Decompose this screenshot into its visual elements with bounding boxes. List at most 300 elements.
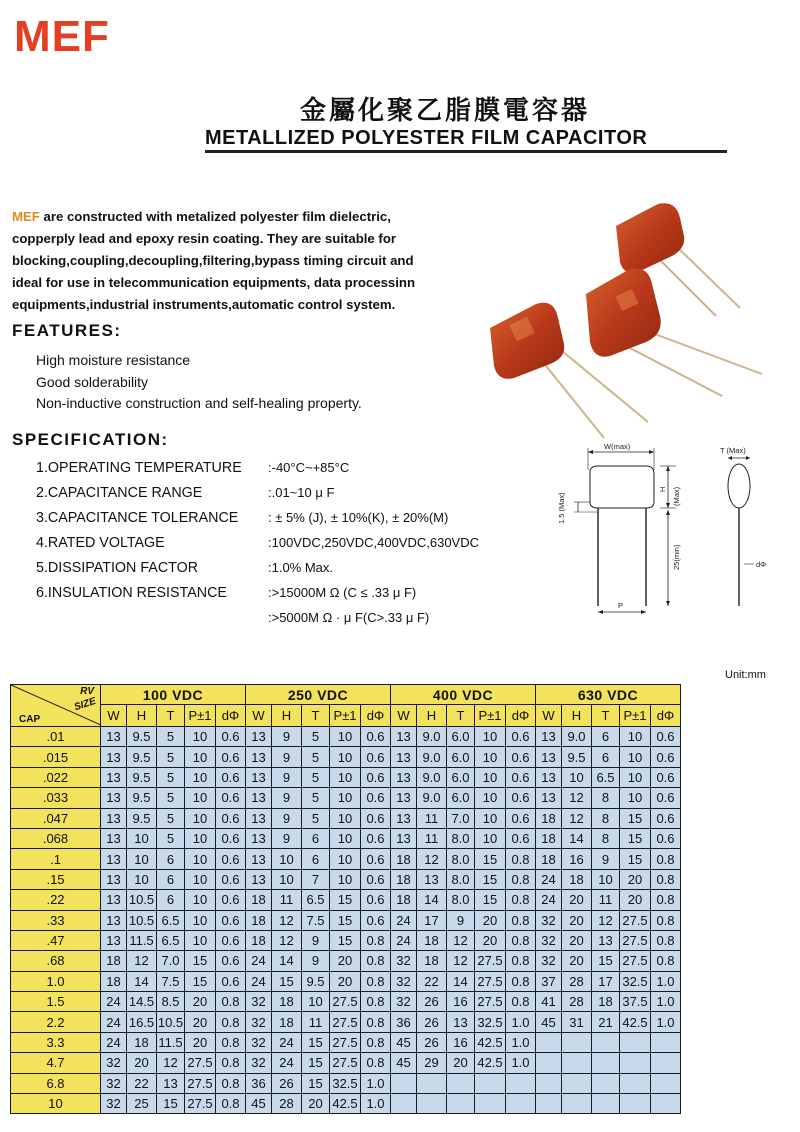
dimension-cell: 13 — [101, 930, 127, 950]
dimension-cell: 15 — [330, 890, 361, 910]
capacitance-cell: 1.0 — [11, 971, 101, 991]
dimension-cell: 0.6 — [216, 828, 246, 848]
dimension-cell: 0.8 — [506, 930, 536, 950]
capacitance-cell: 2.2 — [11, 1012, 101, 1032]
dimension-cell: 20 — [185, 1012, 216, 1032]
feature-item: Non-inductive construction and self-healing property. — [36, 395, 362, 411]
dimension-cell: 15 — [330, 930, 361, 950]
dimension-cell: 27.5 — [475, 992, 506, 1012]
dimension-cell: 0.8 — [216, 1032, 246, 1052]
spec-label: 3.CAPACITANCE TOLERANCE — [36, 510, 239, 526]
voltage-header: 250 VDC — [246, 685, 391, 705]
dimension-cell: 0.8 — [216, 1073, 246, 1093]
dimension-cell: 17 — [592, 971, 620, 991]
dimension-cell: 5 — [302, 727, 330, 747]
capacitance-cell: .22 — [11, 890, 101, 910]
feature-item: High moisture resistance — [36, 352, 191, 368]
dimension-cell: 20 — [330, 971, 361, 991]
dimension-cell: 13 — [246, 808, 272, 828]
dimension-cell: 12 — [447, 951, 475, 971]
dimension-cell: 12 — [562, 788, 592, 808]
column-header: dΦ — [216, 705, 246, 727]
dimension-cell: 18 — [391, 890, 417, 910]
dimension-cell: 0.8 — [506, 849, 536, 869]
dimension-cell: 11 — [417, 808, 447, 828]
capacitance-cell: .022 — [11, 767, 101, 787]
dimension-cell: 24 — [536, 869, 562, 889]
dimension-cell: 13 — [101, 828, 127, 848]
capacitor-dimension-table — [10, 684, 681, 1114]
dimension-cell: 10.5 — [127, 890, 157, 910]
dimension-cell: 9.5 — [127, 788, 157, 808]
dimension-cell — [391, 1073, 417, 1093]
dimension-cell: 10 — [562, 767, 592, 787]
dimension-cell: 0.8 — [216, 1053, 246, 1073]
dimension-cell: 14 — [447, 971, 475, 991]
dimension-cell: 15 — [302, 1053, 330, 1073]
dimension-cell: 10 — [475, 808, 506, 828]
table-row — [11, 747, 681, 767]
dimension-cell: 9.0 — [417, 767, 447, 787]
dimension-cell: 9 — [302, 930, 330, 950]
dimension-cell: 20 — [562, 910, 592, 930]
dimension-cell: 45 — [536, 1012, 562, 1032]
dimension-cell: 7.5 — [157, 971, 185, 991]
dimension-cell: 0.8 — [216, 1094, 246, 1114]
dimension-cell: 32 — [536, 951, 562, 971]
dimension-cell — [506, 1094, 536, 1114]
column-header: dΦ — [651, 705, 681, 727]
dimension-cell: 5 — [157, 727, 185, 747]
dimension-cell: 13 — [246, 788, 272, 808]
table-row — [11, 1012, 681, 1032]
dimension-cell: 32 — [101, 1053, 127, 1073]
dimension-cell: 5 — [157, 747, 185, 767]
dimension-cell: 8.5 — [157, 992, 185, 1012]
dimension-cell — [620, 1094, 651, 1114]
dimension-cell: 0.8 — [506, 951, 536, 971]
dimension-cell: 10 — [620, 747, 651, 767]
dimension-cell: 0.8 — [651, 951, 681, 971]
dimension-cell: 10 — [127, 828, 157, 848]
dimension-cell: 27.5 — [330, 1012, 361, 1032]
dimension-cell: 9.5 — [127, 727, 157, 747]
dimension-cell: 0.6 — [361, 727, 391, 747]
dimension-cell: 20 — [330, 951, 361, 971]
capacitance-cell: 1.5 — [11, 992, 101, 1012]
dimension-cell: 31 — [562, 1012, 592, 1032]
dimension-cell: 27.5 — [475, 951, 506, 971]
dimension-cell: 6 — [302, 828, 330, 848]
dimension-cell — [651, 1073, 681, 1093]
dimension-cell: 7.0 — [447, 808, 475, 828]
dimension-cell: 0.6 — [361, 767, 391, 787]
max-label: (Max) — [672, 486, 681, 506]
features-list — [36, 350, 362, 415]
dimension-cell: 9 — [272, 747, 302, 767]
dimension-cell — [651, 1032, 681, 1052]
table-row — [11, 1032, 681, 1052]
dimension-cell: 16.5 — [127, 1012, 157, 1032]
dimension-cell: 0.6 — [506, 808, 536, 828]
dimension-cell: 10 — [620, 727, 651, 747]
capacitor-middle — [586, 269, 762, 396]
dimension-cell: 27.5 — [475, 971, 506, 991]
dimension-cell — [562, 1073, 592, 1093]
dimension-cell: 32 — [536, 910, 562, 930]
dimension-cell: 24 — [246, 971, 272, 991]
dimension-cell: 10 — [185, 910, 216, 930]
dimension-cell: 0.6 — [506, 747, 536, 767]
dimension-cell: 10 — [185, 788, 216, 808]
dimension-cell: 1.0 — [651, 971, 681, 991]
dimension-cell: 12 — [562, 808, 592, 828]
dimension-cell: 10 — [475, 788, 506, 808]
dimension-cell: 18 — [391, 849, 417, 869]
dimension-cell: 32.5 — [475, 1012, 506, 1032]
dimension-cell: 32 — [101, 1073, 127, 1093]
dimension-cell — [536, 1053, 562, 1073]
dimension-cell: 26 — [272, 1073, 302, 1093]
dimension-cell: 1.0 — [651, 992, 681, 1012]
dimension-cell: 32 — [101, 1094, 127, 1114]
dimension-cell: 15 — [272, 971, 302, 991]
dimension-cell: 9 — [592, 849, 620, 869]
dimension-cell: 20 — [620, 869, 651, 889]
dimension-cell: 10 — [185, 828, 216, 848]
feature-item: Good solderability — [36, 373, 149, 390]
dimension-cell: 0.6 — [651, 747, 681, 767]
dimension-cell: 13 — [592, 930, 620, 950]
dimension-cell: 8 — [592, 808, 620, 828]
corner-size-label: SIZE — [72, 695, 98, 714]
table-row — [11, 951, 681, 971]
dimension-cell: 27.5 — [330, 1053, 361, 1073]
dimension-cell: 10 — [272, 849, 302, 869]
dimension-cell: 15 — [475, 869, 506, 889]
lead-label: 1.5 (Max) — [557, 492, 566, 524]
dimension-cell: 10 — [475, 727, 506, 747]
dimension-cell: 27.5 — [330, 992, 361, 1012]
table-row — [11, 1073, 681, 1093]
dimension-cell: 6.0 — [447, 767, 475, 787]
dimension-cell: 0.6 — [216, 890, 246, 910]
dimension-cell: 1.0 — [651, 1012, 681, 1032]
dimension-cell: 0.8 — [506, 992, 536, 1012]
dimension-cell: 6.0 — [447, 788, 475, 808]
dimension-cell: 1.0 — [506, 1032, 536, 1052]
table-row — [11, 808, 681, 828]
d-label: dΦ — [756, 560, 767, 569]
dimension-cell: 24 — [101, 1012, 127, 1032]
dimension-cell: 22 — [417, 971, 447, 991]
dimension-cell: 24 — [246, 951, 272, 971]
dimension-cell: 13 — [391, 767, 417, 787]
column-header: T — [302, 705, 330, 727]
brand-logo: MEF — [14, 12, 110, 61]
dimension-cell: 0.6 — [216, 788, 246, 808]
dimension-cell: 0.6 — [216, 971, 246, 991]
dimension-cell: 0.8 — [361, 1012, 391, 1032]
dimension-cell: 45 — [391, 1032, 417, 1052]
dimension-cell: 0.8 — [361, 951, 391, 971]
dimension-cell: 0.6 — [506, 727, 536, 747]
dimension-cell: 14 — [562, 828, 592, 848]
dimension-cell: 9 — [272, 767, 302, 787]
dimension-cell: 29 — [417, 1053, 447, 1073]
column-header: W — [391, 705, 417, 727]
dimension-cell: 36 — [246, 1073, 272, 1093]
dimension-cell: 10 — [330, 767, 361, 787]
dimension-cell: 42.5 — [475, 1053, 506, 1073]
unit-label: Unit:mm — [725, 669, 766, 681]
dimension-cell: 28 — [562, 971, 592, 991]
dimension-cell: 13 — [536, 767, 562, 787]
capacitance-cell: .1 — [11, 849, 101, 869]
dimension-cell: 24 — [536, 890, 562, 910]
dimension-cell: 37.5 — [620, 992, 651, 1012]
dimension-cell: 0.6 — [651, 767, 681, 787]
dimension-cell: 14 — [127, 971, 157, 991]
dimension-cell: 20 — [620, 890, 651, 910]
dimension-cell: 10 — [185, 890, 216, 910]
dimension-cell: 0.6 — [361, 828, 391, 848]
voltage-header: 100 VDC — [101, 685, 246, 705]
dimension-cell: 15 — [185, 951, 216, 971]
length-label: 25(min) — [672, 544, 681, 570]
intro-line: blocking,coupling,decoupling,filtering,bypass timing circuit and — [12, 253, 414, 268]
table-row — [11, 910, 681, 930]
dimension-cell: 9.0 — [562, 727, 592, 747]
dimension-cell: 0.8 — [506, 869, 536, 889]
dimension-cell: 0.8 — [216, 992, 246, 1012]
dimension-cell: 0.8 — [506, 971, 536, 991]
dimension-cell: 18 — [417, 930, 447, 950]
dimension-cell — [651, 1053, 681, 1073]
dimension-cell — [536, 1073, 562, 1093]
dimension-cell: 9.5 — [302, 971, 330, 991]
dimension-cell: 0.6 — [361, 849, 391, 869]
title-underline — [205, 150, 727, 153]
dimension-cell: 8 — [592, 788, 620, 808]
dimension-cell: 28 — [562, 992, 592, 1012]
dimension-cell: 9.5 — [127, 747, 157, 767]
column-header: T — [592, 705, 620, 727]
dimension-cell: 10 — [185, 747, 216, 767]
dimension-cell: 20 — [562, 930, 592, 950]
dimension-cell: 0.6 — [216, 767, 246, 787]
dimension-cell: 0.8 — [361, 992, 391, 1012]
dimension-cell: 0.6 — [216, 727, 246, 747]
w-label: W(max) — [604, 442, 631, 451]
dimension-cell: 7.5 — [302, 910, 330, 930]
dimension-cell: 26 — [417, 1032, 447, 1052]
dimension-cell: 24 — [101, 992, 127, 1012]
dimension-cell: 9.5 — [127, 767, 157, 787]
dimension-cell: 11.5 — [127, 930, 157, 950]
h-label: H — [658, 486, 667, 492]
dimension-cell: 6.5 — [157, 910, 185, 930]
dimension-cell: 10 — [185, 849, 216, 869]
table-header-row — [11, 685, 681, 705]
dimension-cell — [562, 1094, 592, 1114]
dimension-cell: 32 — [391, 951, 417, 971]
dimension-cell: 10 — [185, 869, 216, 889]
dimension-cell: 0.6 — [361, 910, 391, 930]
dimension-cell — [536, 1032, 562, 1052]
capacitance-cell: .33 — [11, 910, 101, 930]
dimension-cell: 13 — [536, 727, 562, 747]
capacitance-cell: .068 — [11, 828, 101, 848]
dimension-cell: 27.5 — [185, 1053, 216, 1073]
dimension-cell: 9 — [272, 727, 302, 747]
column-header: dΦ — [361, 705, 391, 727]
dimension-cell: 9.5 — [127, 808, 157, 828]
dimension-cell: 27.5 — [185, 1094, 216, 1114]
dimension-cell — [475, 1073, 506, 1093]
dimension-cell: 18 — [272, 992, 302, 1012]
column-header: dΦ — [506, 705, 536, 727]
dimension-cell — [620, 1032, 651, 1052]
dimension-cell: 6.5 — [302, 890, 330, 910]
dimension-cell: 20 — [127, 1053, 157, 1073]
dimension-cell: 27.5 — [185, 1073, 216, 1093]
dimension-cell: 10 — [620, 767, 651, 787]
dimension-cell: 9.0 — [417, 788, 447, 808]
dimension-cell: 10 — [185, 808, 216, 828]
dimension-cell: 18 — [246, 890, 272, 910]
dimension-cell: 0.6 — [216, 910, 246, 930]
dimension-cell: 15 — [330, 910, 361, 930]
dimension-cell: 15 — [185, 971, 216, 991]
table-row — [11, 727, 681, 747]
dimension-cell: 0.8 — [651, 910, 681, 930]
dimension-cell: 16 — [447, 992, 475, 1012]
dimension-cell: 45 — [246, 1094, 272, 1114]
dimension-cell: 20 — [475, 910, 506, 930]
dimension-cell: 15 — [475, 849, 506, 869]
dimension-cell: 13 — [246, 869, 272, 889]
capacitance-cell: .033 — [11, 788, 101, 808]
dimension-cell: 0.8 — [361, 971, 391, 991]
dimension-cell: 20 — [185, 992, 216, 1012]
dimension-cell: 18 — [391, 869, 417, 889]
dimension-cell: 21 — [592, 1012, 620, 1032]
table-column-header-row — [11, 705, 681, 727]
features-heading: FEATURES: — [12, 321, 122, 340]
dimension-cell: 10 — [330, 849, 361, 869]
spec-label: 5.DISSIPATION FACTOR — [36, 560, 199, 576]
dimension-cell: 0.6 — [651, 727, 681, 747]
dimension-cell: 18 — [127, 1032, 157, 1052]
dimension-cell: 9.5 — [562, 747, 592, 767]
dimension-cell: 0.6 — [361, 788, 391, 808]
dimension-cell — [391, 1094, 417, 1114]
capacitor-side-outline — [728, 464, 750, 508]
dimension-cell: 42.5 — [330, 1094, 361, 1114]
dimension-cell: 32 — [246, 1053, 272, 1073]
dimension-cell: 13 — [101, 747, 127, 767]
dimension-cell: 5 — [302, 747, 330, 767]
dimension-cell: 5 — [157, 767, 185, 787]
dimension-cell: 5 — [157, 788, 185, 808]
dimension-cell: 0.8 — [506, 890, 536, 910]
dimension-cell: 15 — [620, 808, 651, 828]
dimension-cell — [417, 1073, 447, 1093]
dimension-cell: 15 — [302, 1032, 330, 1052]
column-header: W — [246, 705, 272, 727]
spec-value: :>5000M Ω · μ F(C>.33 μ F) — [268, 610, 430, 625]
dimension-cell: 13 — [391, 788, 417, 808]
table-row — [11, 849, 681, 869]
dimension-cell: 32 — [246, 1032, 272, 1052]
capacitance-cell: 4.7 — [11, 1053, 101, 1073]
dimension-cell: 10.5 — [157, 1012, 185, 1032]
dimension-cell: 6.5 — [157, 930, 185, 950]
dimension-cell: 16 — [562, 849, 592, 869]
dimension-cell: 10 — [185, 767, 216, 787]
table-row — [11, 992, 681, 1012]
dimension-cell: 13 — [536, 747, 562, 767]
dimension-cell: 32 — [391, 992, 417, 1012]
dimension-cell: 0.6 — [651, 808, 681, 828]
dimension-cell — [475, 1094, 506, 1114]
dimension-cell: 10 — [330, 808, 361, 828]
intro-line: ideal for use in telecommunication equipments, data processinn — [12, 275, 416, 290]
dimension-cell: 0.6 — [216, 869, 246, 889]
dimension-cell: 13 — [536, 788, 562, 808]
dimension-cell: 5 — [157, 808, 185, 828]
dimension-cell: 27.5 — [620, 951, 651, 971]
dimension-cell: 6 — [592, 747, 620, 767]
dimension-cell: 0.6 — [216, 747, 246, 767]
dimension-cell: 10 — [592, 869, 620, 889]
dimension-cell: 0.8 — [361, 1053, 391, 1073]
spec-value: :1.0% Max. — [268, 560, 334, 575]
capacitance-cell: .47 — [11, 930, 101, 950]
dimension-cell: 18 — [592, 992, 620, 1012]
dimension-cell: 13 — [157, 1073, 185, 1093]
dimension-cell: 13 — [246, 849, 272, 869]
dimension-cell: 10 — [185, 727, 216, 747]
dimension-cell — [592, 1032, 620, 1052]
column-header: W — [536, 705, 562, 727]
dimension-cell: 14.5 — [127, 992, 157, 1012]
dimension-cell: 13 — [391, 747, 417, 767]
dimension-cell: 24 — [391, 930, 417, 950]
dimension-cell: 5 — [302, 808, 330, 828]
dimension-cell: 12 — [272, 910, 302, 930]
dimension-cell: 7.0 — [157, 951, 185, 971]
dimension-cell: 12 — [447, 930, 475, 950]
dimension-cell: 12 — [592, 910, 620, 930]
dimension-cell: 10.5 — [127, 910, 157, 930]
dimension-cell: 10 — [475, 767, 506, 787]
intro-paragraph — [12, 206, 490, 316]
table-row — [11, 1094, 681, 1114]
intro-line: equipments,industrial instruments,automatic control system. — [12, 297, 396, 312]
dimension-cell: 15 — [302, 1073, 330, 1093]
dimension-cell: 9.0 — [417, 727, 447, 747]
dimension-cell: 10 — [330, 788, 361, 808]
dimension-cell: 6 — [592, 727, 620, 747]
spec-label: 2.CAPACITANCE RANGE — [36, 485, 203, 501]
dimension-cell: 27.5 — [620, 910, 651, 930]
dimension-cell — [417, 1094, 447, 1114]
dimension-cell: 10 — [302, 992, 330, 1012]
dimension-cell: 15 — [157, 1094, 185, 1114]
dimension-cell — [651, 1094, 681, 1114]
